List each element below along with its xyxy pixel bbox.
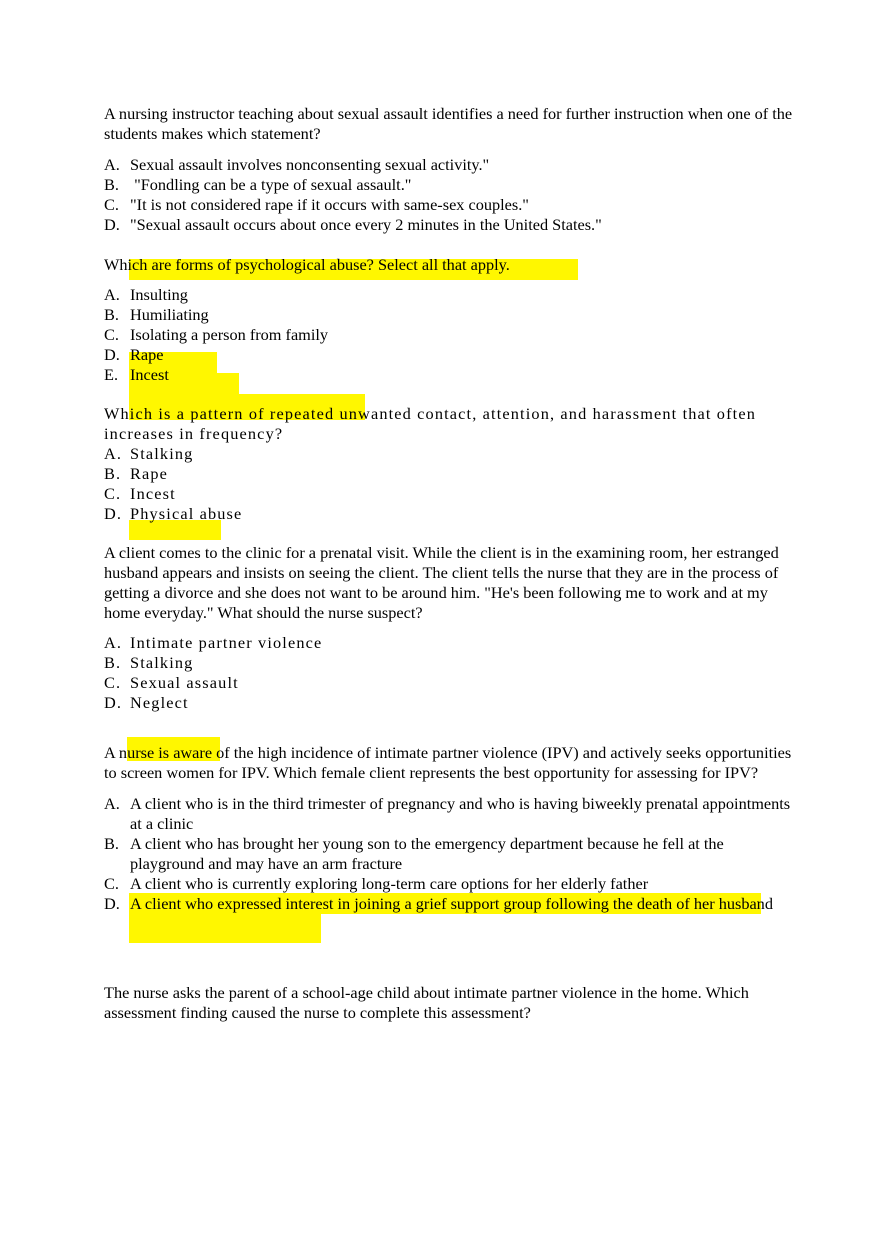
option-text: A client who expressed interest in joining a grief support group following the death of her husband	[130, 894, 773, 913]
question-1-option-a[interactable]	[104, 155, 796, 175]
question-4-option-b[interactable]	[104, 653, 796, 673]
question-3-options	[104, 444, 796, 524]
option-letter: B.	[104, 464, 122, 483]
question-3-option-c[interactable]	[104, 484, 796, 504]
option-text: A client who is in the third trimester of pregnancy and who is having biweekly prenatal appointments at a clinic	[130, 794, 791, 833]
question-5-stem: A nurse is aware of the high incidence of intimate partner violence (IPV) and actively seeks opportunities to screen women for IPV. Which female client represents the best opportunity for assessing for IPV?	[104, 743, 792, 782]
option-text: Incest	[130, 365, 169, 384]
option-letter: C.	[104, 195, 119, 214]
option-letter: A.	[104, 794, 120, 813]
question-4-option-d[interactable]	[104, 693, 796, 713]
question-6	[104, 983, 796, 1023]
question-1-option-b[interactable]	[104, 175, 796, 195]
option-letter: D.	[104, 894, 120, 913]
question-1-options	[104, 155, 796, 235]
option-text: Sexual assault involves nonconsenting sexual activity."	[130, 155, 490, 174]
option-text: Rape	[130, 345, 164, 364]
question-3-option-b[interactable]	[104, 464, 796, 484]
option-letter: C.	[104, 325, 119, 344]
question-2-option-a[interactable]	[104, 285, 796, 305]
option-text: A client who is currently exploring long-term care options for her elderly father	[130, 874, 649, 893]
option-text: Stalking	[130, 444, 194, 463]
option-text: Sexual assault	[130, 673, 239, 692]
question-1-stem: A nursing instructor teaching about sexual assault identifies a need for further instruction when one of the students makes which statement?	[104, 104, 793, 143]
question-5-option-a[interactable]	[104, 794, 796, 834]
option-text: Insulting	[130, 285, 188, 304]
option-letter: D.	[104, 693, 123, 712]
question-1-option-c[interactable]	[104, 195, 796, 215]
question-1-option-d[interactable]	[104, 215, 796, 235]
option-letter: C.	[104, 484, 122, 503]
question-3-option-d[interactable]	[104, 504, 796, 524]
question-3-stem: Which is a pattern of repeated unwanted contact, attention, and harassment that often increases in frequency?	[104, 404, 757, 443]
question-3-option-a[interactable]	[104, 444, 796, 464]
question-2-option-e[interactable]	[104, 365, 796, 385]
option-text: Incest	[130, 484, 176, 503]
question-2-option-c[interactable]	[104, 325, 796, 345]
question-2-options	[104, 285, 796, 385]
option-letter: A.	[104, 155, 120, 174]
option-letter: D.	[104, 504, 123, 523]
option-text: Rape	[130, 464, 169, 483]
option-letter: C.	[104, 673, 122, 692]
option-letter: D.	[104, 345, 120, 364]
option-text: "It is not considered rape if it occurs with same-sex couples."	[130, 195, 529, 214]
question-6-stem: The nurse asks the parent of a school-age child about intimate partner violence in the home. Which assessment finding caused the nurse to complete this assessment?	[104, 983, 749, 1022]
option-letter: A.	[104, 633, 123, 652]
question-2-option-b[interactable]	[104, 305, 796, 325]
question-5	[104, 743, 796, 914]
question-2-stem: Which are forms of psychological abuse? Select all that apply.	[104, 255, 510, 274]
question-4	[104, 543, 796, 713]
option-letter: D.	[104, 215, 120, 234]
question-1	[104, 104, 796, 235]
question-4-option-c[interactable]	[104, 673, 796, 693]
question-2-option-d[interactable]	[104, 345, 796, 365]
option-text: Neglect	[130, 693, 189, 712]
option-letter: A.	[104, 444, 123, 463]
question-5-options	[104, 794, 796, 914]
question-4-stem: A client comes to the clinic for a prenatal visit. While the client is in the examining room, her estranged husband appears and insists on seeing the client. The client tells the nurse that they are in the process of getting a divorce and she does not want to be around him. "He's been following me to work and at my home everyday." What should the nurse suspect?	[104, 543, 779, 622]
question-4-options	[104, 633, 796, 713]
option-text: Intimate partner violence	[130, 633, 323, 652]
question-5-option-b[interactable]	[104, 834, 796, 874]
option-letter: B.	[104, 175, 119, 194]
question-4-option-a[interactable]	[104, 633, 796, 653]
option-letter: E.	[104, 365, 119, 384]
option-text: Humiliating	[130, 305, 209, 324]
option-letter: B.	[104, 834, 119, 853]
option-text: A client who has brought her young son to the emergency department because he fell at the playground and may have an arm fracture	[130, 834, 724, 873]
option-text: Isolating a person from family	[130, 325, 329, 344]
question-2	[104, 255, 796, 385]
option-letter: B.	[104, 305, 119, 324]
option-letter: B.	[104, 653, 122, 672]
highlight-q5-option-d	[129, 914, 321, 943]
option-letter: C.	[104, 874, 119, 893]
option-text: Stalking	[130, 653, 194, 672]
option-text: "Fondling can be a type of sexual assault."	[130, 175, 412, 194]
question-5-option-d[interactable]	[104, 894, 796, 914]
option-text: "Sexual assault occurs about once every 2 minutes in the United States."	[130, 215, 602, 234]
question-3	[104, 404, 796, 524]
option-text: Physical abuse	[130, 504, 243, 523]
option-letter: A.	[104, 285, 120, 304]
question-5-option-c[interactable]	[104, 874, 796, 894]
